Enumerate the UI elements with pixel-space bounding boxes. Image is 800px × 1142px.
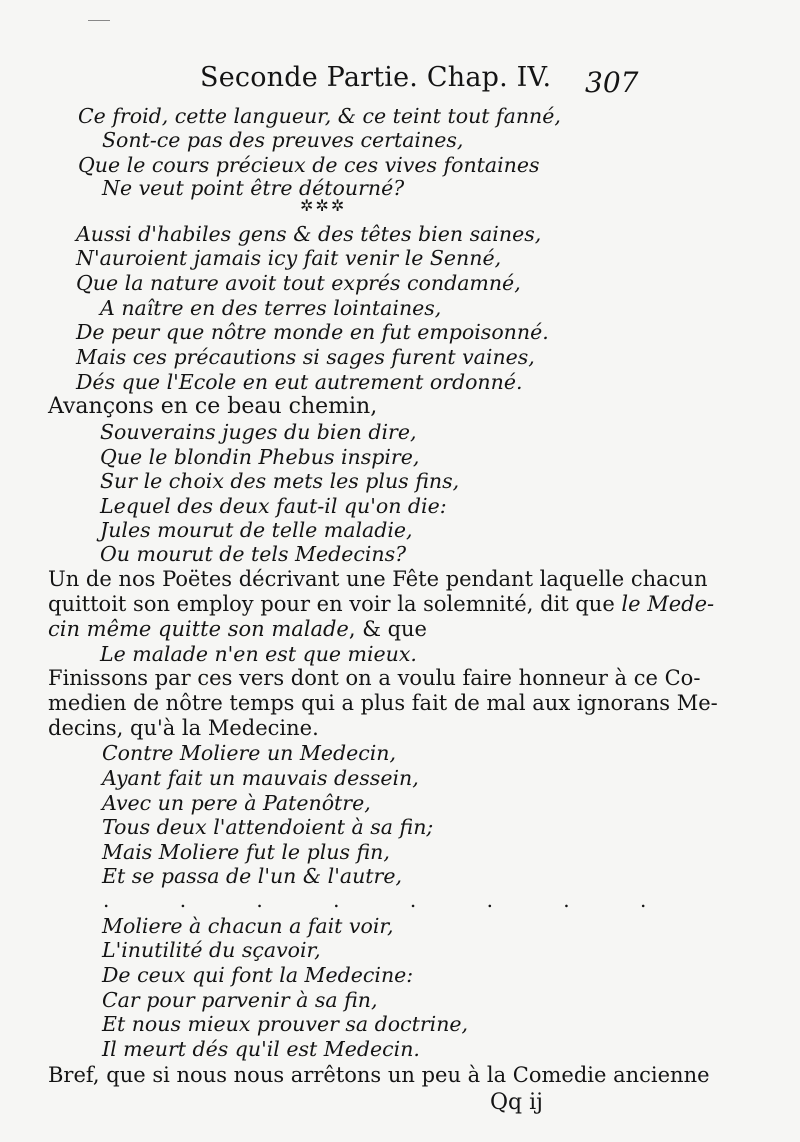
verse-line: N'auroient jamais icy fait venir le Senné, <box>76 246 502 270</box>
prose-text: , & que <box>348 617 427 641</box>
prose-line <box>48 592 714 616</box>
margin-mark <box>88 20 110 21</box>
verse-line: Sont-ce pas des preuves certaines, <box>102 128 464 152</box>
verse-line: L'inutilité du sçavoir, <box>102 938 321 962</box>
signature-mark: Qq ij <box>490 1090 543 1115</box>
verse-line: Mais ces précautions si sages furent vaines, <box>76 345 535 369</box>
verse-line: Que le cours précieux de ces vives fontaines <box>78 153 540 177</box>
quoted-text: le Mede- <box>621 592 715 616</box>
verse-line: Ne veut point être détourné? <box>102 176 405 200</box>
verse-line: Que la nature avoit tout exprés condamné, <box>76 271 521 295</box>
running-head <box>200 62 551 93</box>
verse-line: Lequel des deux faut-il qu'on die: <box>100 494 447 518</box>
ornament-icon: ✲✲✲ <box>300 196 347 215</box>
verse-line: Le malade n'en est que mieux. <box>100 642 417 666</box>
verse-line: Il meurt dés qu'il est Medecin. <box>102 1037 420 1061</box>
prose-line <box>48 617 427 641</box>
verse-line: Et nous mieux prouver sa doctrine, <box>102 1012 469 1036</box>
verse-line: A naître en des terres lointaines, <box>100 296 442 320</box>
prose-line: medien de nôtre temps qui a plus fait de mal aux ignorans Me- <box>48 691 718 715</box>
part-title: Seconde Partie. <box>200 62 419 93</box>
verse-line: Ou mourut de tels Medecins? <box>100 542 407 566</box>
verse-line: Aussi d'habiles gens & des têtes bien saines, <box>76 222 542 246</box>
verse-line: Dés que l'Ecole en eut autrement ordonné. <box>76 370 523 394</box>
prose-line: Un de nos Poëtes décrivant une Fête pendant laquelle chacun <box>48 567 708 591</box>
verse-line: Et se passa de l'un & l'autre, <box>102 864 402 888</box>
verse-line: Car pour parvenir à sa fin, <box>102 988 378 1012</box>
verse-line: Souverains juges du bien dire, <box>100 420 417 444</box>
verse-line: Mais Moliere fut le plus fin, <box>102 840 390 864</box>
prose-text: quittoit son employ pour en voir la solemnité, dit que <box>48 592 622 616</box>
page-number: 307 <box>585 66 639 99</box>
quoted-text: cin même quitte son malade <box>48 617 349 641</box>
verse-line: Ce froid, cette langueur, & ce teint tout fanné, <box>78 104 561 128</box>
verse-line: Contre Moliere un Medecin, <box>102 741 396 765</box>
prose-line: Avançons en ce beau chemin, <box>48 394 378 419</box>
prose-line: Bref, que si nous nous arrêtons un peu à la Comedie ancienne <box>48 1063 710 1087</box>
verse-line: Jules mourut de telle maladie, <box>100 518 413 542</box>
verse-line: De ceux qui font la Medecine: <box>102 963 414 987</box>
verse-line: Tous deux l'attendoient à sa fin; <box>102 815 434 839</box>
verse-line: Moliere à chacun a fait voir, <box>102 914 394 938</box>
chapter-title: Chap. IV. <box>426 62 552 93</box>
verse-line: Avec un pere à Patenôtre, <box>102 791 371 815</box>
prose-line: decins, qu'à la Medecine. <box>48 716 319 740</box>
ellipsis-row: . . . . . . . . <box>103 888 679 912</box>
verse-line: Que le blondin Phebus inspire, <box>100 445 420 469</box>
verse-line: Sur le choix des mets les plus fins, <box>100 469 460 493</box>
verse-line: Ayant fait un mauvais dessein, <box>102 766 419 790</box>
verse-line: De peur que nôtre monde en fut empoisonné. <box>76 320 549 344</box>
prose-line: Finissons par ces vers dont on a voulu faire honneur à ce Co- <box>48 666 701 690</box>
